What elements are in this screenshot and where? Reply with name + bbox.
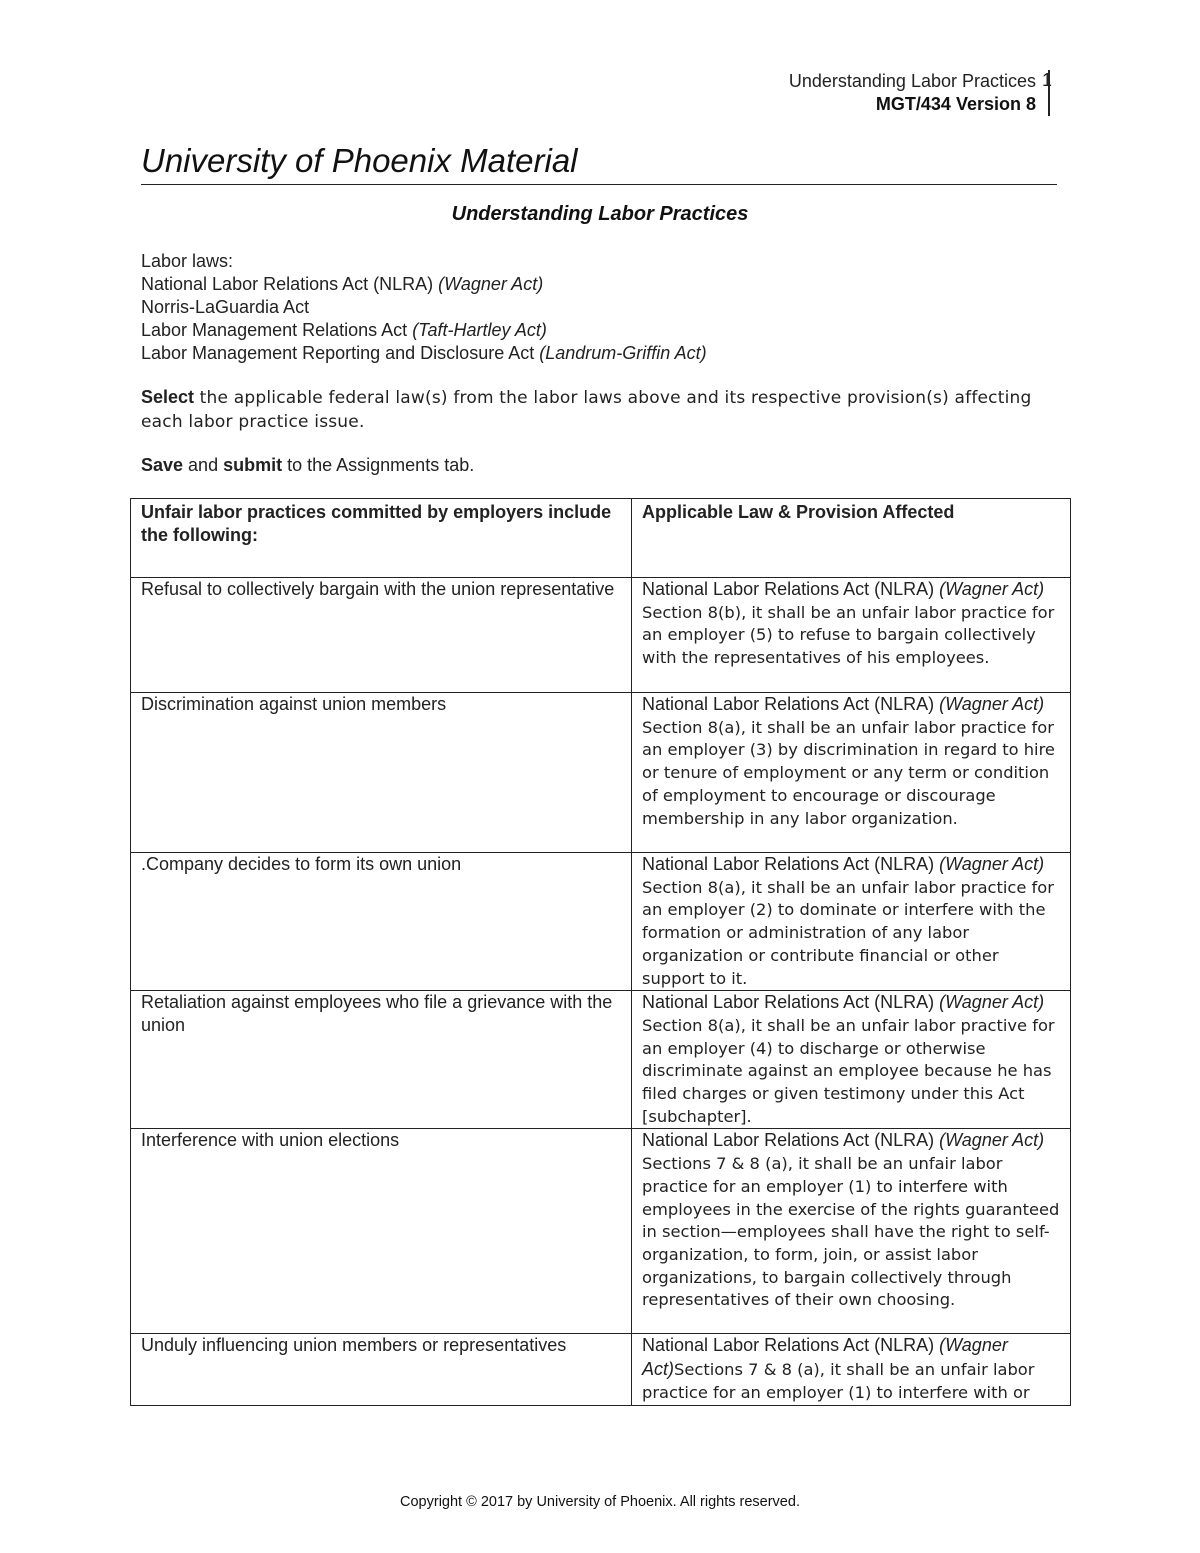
law-lead: National Labor Relations Act (NLRA)	[642, 694, 940, 714]
table-row	[131, 578, 1071, 693]
law-cell	[632, 693, 1071, 853]
law-lead: National Labor Relations Act (NLRA)	[642, 579, 940, 599]
column-header-practices: Unfair labor practices committed by employers include the following:	[131, 499, 632, 578]
instruction-save: Save	[141, 455, 184, 475]
practice-cell: Retaliation against employees who file a grievance with the union	[131, 991, 632, 1129]
instruction-submit: submit	[223, 455, 283, 475]
law-cell	[632, 991, 1071, 1129]
law-provision: Section 8(a), it shall be an unfair labor practive for an employer (4) to discharge or otherwise discriminate against an employee because he has filed charges or given testimony under this Act [subchapter].	[642, 1015, 1055, 1126]
law-lead: National Labor Relations Act (NLRA)	[642, 854, 940, 874]
instruction-select: Select	[141, 387, 195, 407]
law-name: Norris-LaGuardia Act	[141, 297, 310, 317]
law-provision: Section 8(a), it shall be an unfair labor practice for an employer (3) by discrimination in regard to hire or tenure of employment or any term or condition of employment to encourage or discourage membership in any labor organization.	[642, 717, 1055, 828]
instruction-and: and	[183, 455, 224, 475]
table-header-row	[131, 499, 1071, 578]
header-version: MGT/434 Version 8	[875, 94, 1036, 114]
instruction-tab: to the Assignments tab.	[282, 455, 475, 475]
law-alias: (Wagner Act)	[642, 1335, 1008, 1380]
law-cell	[632, 1334, 1071, 1405]
law-name: Labor Management Relations Act	[141, 320, 408, 340]
law-lead: National Labor Relations Act (NLRA)	[642, 1130, 940, 1151]
labor-practices-table	[130, 498, 1071, 1406]
law-cell	[632, 1129, 1071, 1334]
law-cell	[632, 853, 1071, 991]
instructions	[141, 386, 1041, 434]
law-alias: (Wagner Act)	[939, 854, 1045, 874]
law-provision: Sections 7 & 8 (a), it shall be an unfair labor practice for an employer (1) to interfere with employees in the exercise of the rights guaranteed in section—employees shall have the right to self-organization, to form, join, or assist labor organizations, to bargain collectively through representatives of their own choosing.	[642, 1154, 1060, 1310]
running-header	[788, 70, 1053, 116]
law-provision: Sections 7 & 8 (a), it shall be an unfair labor practice for an employer (1) to interfere with or	[642, 1360, 1035, 1402]
document-title: University of Phoenix Material	[141, 142, 1057, 185]
law-alias: (Wagner Act)	[939, 579, 1045, 599]
practice-cell: Unduly influencing union members or representatives	[131, 1334, 632, 1405]
law-alias: (Wagner Act)	[939, 1130, 1045, 1151]
law-item	[141, 342, 707, 365]
law-name: Labor Management Reporting and Disclosure Act	[141, 343, 535, 363]
law-item	[141, 296, 707, 319]
table-row	[131, 853, 1071, 991]
practice-cell: Refusal to collectively bargain with the union representative	[131, 578, 632, 693]
law-provision: Section 8(a), it shall be an unfair labor practice for an employer (2) to dominate or interfere with the formation or administration of any labor organization or contribute financial or other support to it.	[642, 877, 1054, 988]
law-cell	[632, 578, 1071, 693]
practice-cell: Discrimination against union members	[131, 693, 632, 853]
table-row	[131, 693, 1071, 853]
practice-cell: Interference with union elections	[131, 1129, 632, 1334]
document-subtitle: Understanding Labor Practices	[451, 203, 749, 225]
law-name: National Labor Relations Act (NLRA)	[141, 274, 434, 294]
law-item	[141, 273, 707, 296]
table-row	[131, 1129, 1071, 1334]
law-item	[141, 319, 707, 342]
law-alias: (Taft-Hartley Act)	[412, 320, 547, 340]
law-provision: Section 8(b), it shall be an unfair labor practice for an employer (5) to refuse to bargain collectively with the representatives of his employees.	[642, 602, 1055, 668]
instruction-text: the applicable federal law(s) from the labor laws above and its respective provision(s) affecting each labor practice issue.	[141, 388, 1032, 432]
law-alias: (Wagner Act)	[939, 694, 1045, 714]
column-header-law: Applicable Law & Provision Affected	[632, 499, 1071, 578]
law-lead: National Labor Relations Act (NLRA)	[642, 1335, 940, 1356]
labor-laws-heading: Labor laws:	[141, 251, 234, 271]
save-instructions	[141, 454, 474, 477]
table-row	[131, 991, 1071, 1129]
page-number: 1	[1042, 70, 1053, 90]
law-alias: (Wagner Act)	[939, 992, 1045, 1013]
copyright-footer: Copyright © 2017 by University of Phoenix. All rights reserved.	[400, 1494, 800, 1510]
header-title: Understanding Labor Practices	[788, 71, 1036, 91]
labor-laws-list	[141, 250, 707, 365]
law-alias: (Wagner Act)	[438, 274, 544, 294]
practice-cell: .Company decides to form its own union	[131, 853, 632, 991]
table-row	[131, 1334, 1071, 1405]
law-lead: National Labor Relations Act (NLRA)	[642, 992, 940, 1013]
law-alias: (Landrum-Griffin Act)	[539, 343, 707, 363]
